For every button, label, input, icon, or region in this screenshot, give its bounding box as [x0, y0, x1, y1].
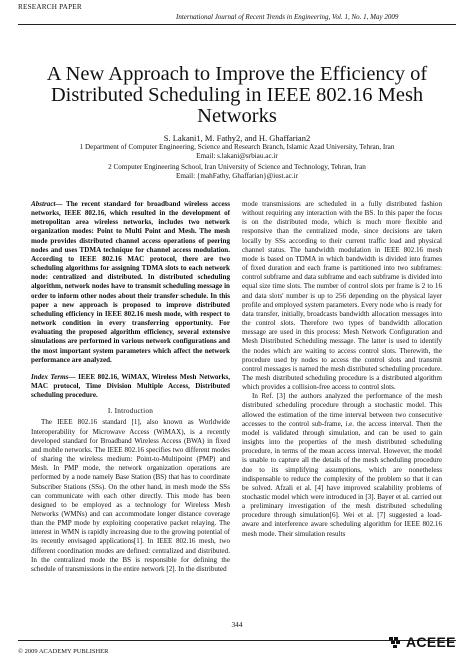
affiliation-1: 1 Department of Computer Engineering, Science and Research Branch, Islamic Azad University, Tehran, Iran [79, 143, 395, 151]
abstract-label: Abstract— [31, 200, 63, 208]
copyright: © 2009 ACADEMY PUBLISHER [18, 648, 109, 655]
header-rule [18, 24, 456, 25]
body-paragraph-1: mode transmissions are scheduled in a fully distributed fashion without requiring any interaction with the BS. In this paper the focus is on the distributed mode, which is much more flexible and responsive than the centralized mode, since decisions are taken locally by SSs according to their current traffic load and physical channel status. The bandwidth modulation in IEEE 802.16 mesh mode is based on TDMA in which bandwidth is divided into frames of fixed duration and each frame is partitioned into two subframes: control subframe and data subframe and each subframe is divided into equal size time slots. The number of control slots per frame is 2 to 16 and data slots' number is up to 256 depending on the physical layer profile and employed system parameters. Every node who is ready for data transfer, initially, broadcasts bandwidth allocation messages into the control slots. Therefore two types of bandwidth allocation message are used in this process: Mesh Network Configuration and Mesh Distributed Scheduling message. The latter is used to identify the nodes which are waiting to access control slots. Therewith, the procedure used by nodes to access the control slots and transmit control messages is named the mesh distributed scheduling procedure. The mesh distributed scheduling procedure is a distributed algorithm which provides a collision-free access to control slots. [242, 200, 442, 392]
author-list: S. Lakani1, M. Fathy2, and H. Ghaffarian2 [163, 133, 311, 143]
affiliation-2-email: Email: {mahFathy, Ghaffarian}@iust.ac.ir [175, 172, 299, 180]
affiliation-1-email: Email: s.lakani@srbiau.ac.ir [196, 152, 278, 160]
publisher-logo [386, 633, 462, 651]
affiliation-2: 2 Computer Engineering School, Iran University of Science and Technology, Tehran, Iran [108, 163, 366, 171]
intro-paragraph: The IEEE 802.16 standard [1], also known as Worldwide Interoperability for Microwave Access (WiMAX), is a recently developed standard for Broadband Wireless Access (BWA) in fixed and mobile networks. The IEEE 802.16 specifies two different modes of sharing the wireless medium: Point-to-Multipoint (PMP) and Mesh. In PMP mode, the network organization operations are performed by a node namely Base Station (BS) that has to coordinate Subscriber Stations (SSs). On the other hand, in mesh mode the SSs can communicate with each other directly. This mode has been designed to be employed as a technology for Wireless Mesh Networks (WMNs) and can accommodate longer distance coverage than the PMP mode by exploiting cooperative packet relaying. The interest in WMN is rapidly increasing due to the growing potential of its recently envisaged applications[1]. In IEEE 802.16 mesh, two different coordination modes are defined: centralized and distributed. In the centralized mode the BS is responsible for defining the schedule of transmissions in the entire network [2]. In the distributed [31, 418, 230, 573]
journal-citation: International Journal of Recent Trends in Engineering, Vol. 1, No. 1, May 2009 [176, 13, 399, 21]
left-column [31, 200, 230, 574]
paper-type-label: RESEARCH PAPER [18, 3, 82, 11]
abstract [31, 200, 230, 365]
page-number: 344 [231, 620, 243, 629]
section-heading-introduction: I. Introduction [107, 406, 154, 416]
abstract-text: The recent standard for broadband wireless access networks, IEEE 802.16, which resulted in the development of metropolitan area wireless networks, includes two network organization modes: Point to Multi Point and Mesh. The mesh mode provides distributed channel access operations of peering nodes and uses TDMA technique for channel access modulation. According to IEEE 802.16 MAC protocol, there are two scheduling algorithms for assigning TDMA slots to each network node: centralized and distributed. In distributed scheduling algorithm, network nodes have to transmit scheduling message in order to inform other nodes about their transfer schedule. In this paper a new approach is proposed to improve distributed scheduling efficiency in IEEE 802.16 mesh mode, with respect to network condition in every transferring opportunity. For evaluating the proposed algorithm efficiency, several extensive simulations are performed in various network configurations and the most important system parameters which affect the network performance are analyzed. [31, 200, 230, 364]
body-paragraph-2: In Ref. [3] the authors analyzed the performance of the mesh distributed scheduling procedure through a stochastic model. This allowed the estimation of the time interval between two consecutive accesses to the control sub-frame, i.e. the access interval. Then the model is validated through simulation, and can be used to gain insights into the properties of the mesh distributed scheduling procedure, in terms of the mean access interval. However, the model is unable to capture all the details of the mesh scheduling procedure due to its simplifying assumptions, which are nonetheless indispensable to reduce the complexity of the problem so that it can be solved. Afzali et al. [4] have improved scalability problems of stochastic model which were introduced in [3]. Bayer et al. carried out a preliminary investigation of the mesh distributed scheduling procedure through simulation[6]. Wei et al. [7] suggested a load-aware and interference aware scheduling algorithm for IEEE 802.16 mesh mode. Their simulation results [242, 392, 442, 538]
logo-mark-icon [389, 637, 403, 649]
logo-text: ACEEE [406, 634, 456, 650]
index-terms [31, 373, 230, 400]
paper-title: A New Approach to Improve the Efficiency of Distributed Scheduling in IEEE 802.16 Mesh Networks [46, 63, 428, 127]
right-column [242, 200, 442, 539]
index-terms-text: IEEE 802.16, WiMAX, Wireless Mesh Networks, MAC protocol, Time Division Multiple Access, Distributed scheduling procedure. [31, 372, 230, 400]
index-terms-label: Index Terms— [31, 372, 76, 381]
